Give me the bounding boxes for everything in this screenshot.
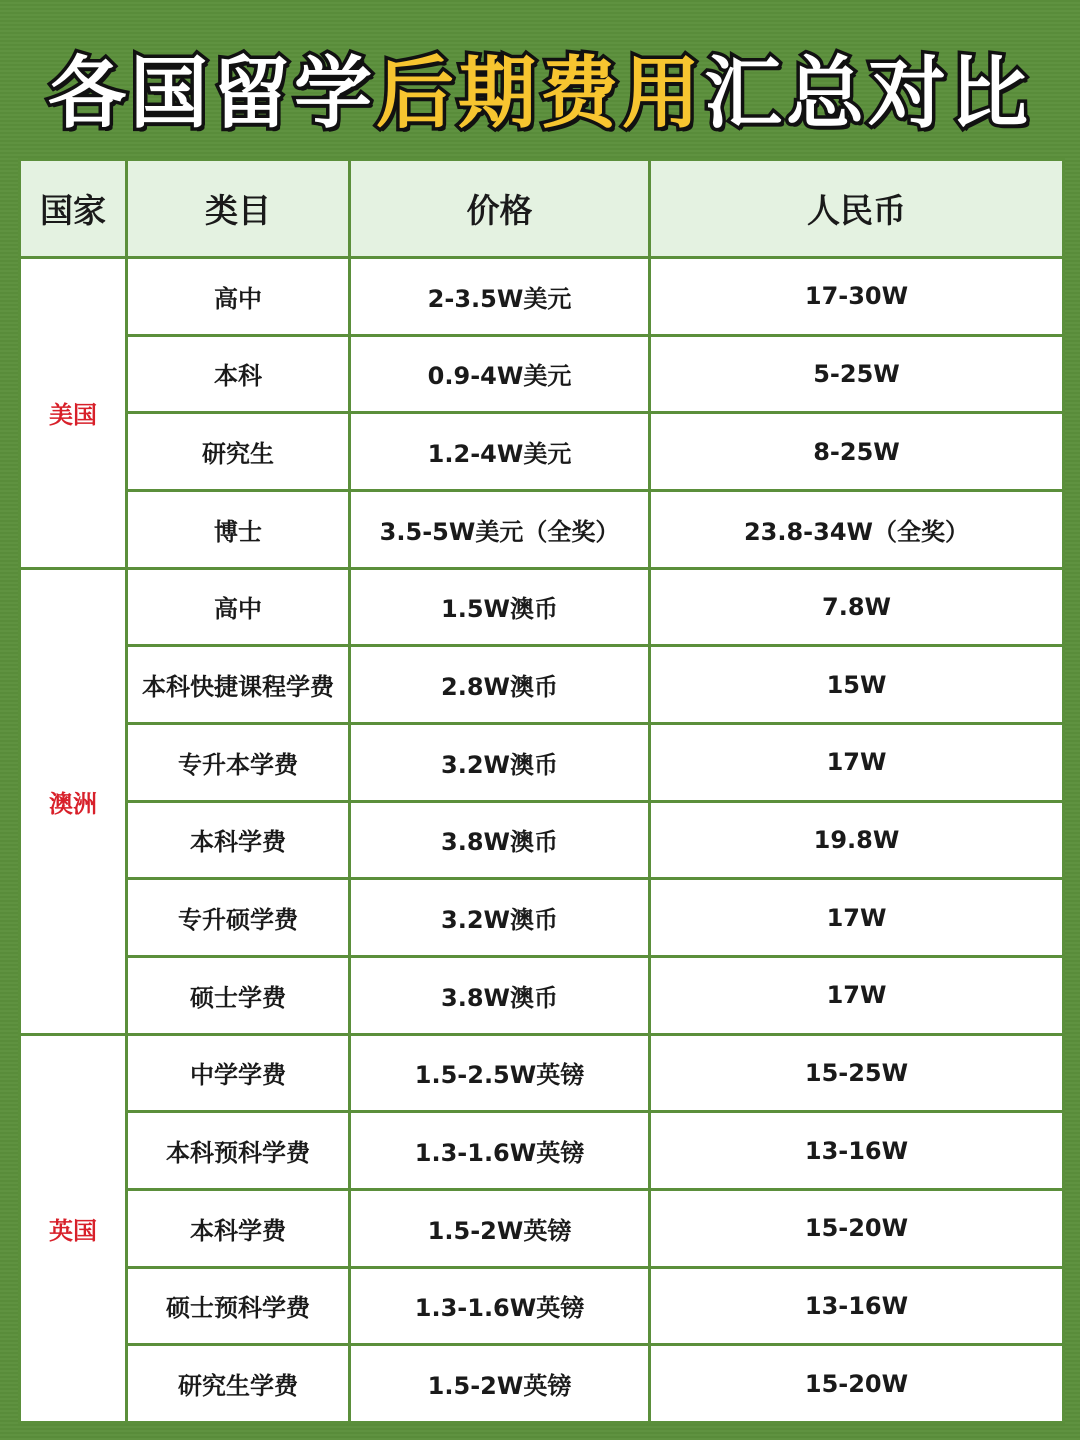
rmb-cell: 17W	[650, 956, 1064, 1034]
price-cell: 1.5-2.5W英镑	[350, 1034, 650, 1112]
category-cell: 本科	[127, 335, 350, 413]
price-cell: 2.8W澳币	[350, 646, 650, 724]
price-cell: 2-3.5W美元	[350, 258, 650, 336]
header-rmb: 人民币	[650, 160, 1064, 258]
table-body	[20, 258, 1064, 1423]
table-row	[20, 1112, 1064, 1190]
page-title	[0, 32, 1080, 142]
table-header-row	[20, 160, 1064, 258]
rmb-cell: 5-25W	[650, 335, 1064, 413]
rmb-cell: 17-30W	[650, 258, 1064, 336]
category-cell: 专升硕学费	[127, 879, 350, 957]
price-cell: 1.5W澳币	[350, 568, 650, 646]
table-row	[20, 801, 1064, 879]
category-cell: 本科学费	[127, 801, 350, 879]
country-cell: 英国	[20, 1034, 127, 1422]
country-cell: 美国	[20, 258, 127, 569]
table-row	[20, 646, 1064, 724]
category-cell: 高中	[127, 568, 350, 646]
rmb-cell: 17W	[650, 879, 1064, 957]
table-row	[20, 490, 1064, 568]
table-row	[20, 1189, 1064, 1267]
rmb-cell: 13-16W	[650, 1112, 1064, 1190]
category-cell: 中学学费	[127, 1034, 350, 1112]
rmb-cell: 8-25W	[650, 413, 1064, 491]
price-cell: 3.5-5W美元（全奖）	[350, 490, 650, 568]
category-cell: 本科预科学费	[127, 1112, 350, 1190]
price-cell: 3.2W澳币	[350, 879, 650, 957]
category-cell: 博士	[127, 490, 350, 568]
price-cell: 1.5-2W英镑	[350, 1345, 650, 1423]
table-row	[20, 879, 1064, 957]
rmb-cell: 15-20W	[650, 1345, 1064, 1423]
rmb-cell: 7.8W	[650, 568, 1064, 646]
table-row	[20, 1034, 1064, 1112]
rmb-cell: 15W	[650, 646, 1064, 724]
title-part-1: 各国留学	[47, 49, 376, 139]
price-cell: 1.2-4W美元	[350, 413, 650, 491]
rmb-cell: 17W	[650, 723, 1064, 801]
price-cell: 3.8W澳币	[350, 956, 650, 1034]
country-cell: 澳洲	[20, 568, 127, 1034]
price-cell: 1.5-2W英镑	[350, 1189, 650, 1267]
category-cell: 高中	[127, 258, 350, 336]
table-row	[20, 335, 1064, 413]
price-cell: 3.2W澳币	[350, 723, 650, 801]
price-cell: 0.9-4W美元	[350, 335, 650, 413]
category-cell: 硕士学费	[127, 956, 350, 1034]
title-part-3: 汇总对比	[704, 49, 1033, 139]
category-cell: 硕士预科学费	[127, 1267, 350, 1345]
category-cell: 研究生学费	[127, 1345, 350, 1423]
table-row	[20, 1345, 1064, 1423]
category-cell: 本科学费	[127, 1189, 350, 1267]
table-row	[20, 1267, 1064, 1345]
rmb-cell: 19.8W	[650, 801, 1064, 879]
rmb-cell: 13-16W	[650, 1267, 1064, 1345]
rmb-cell: 15-20W	[650, 1189, 1064, 1267]
table-row	[20, 723, 1064, 801]
header-price: 价格	[350, 160, 650, 258]
header-country: 国家	[20, 160, 127, 258]
cost-comparison-table	[18, 158, 1062, 1424]
header-category: 类目	[127, 160, 350, 258]
table-row	[20, 413, 1064, 491]
table-row	[20, 258, 1064, 336]
category-cell: 研究生	[127, 413, 350, 491]
table-row	[20, 956, 1064, 1034]
rmb-cell: 23.8-34W（全奖）	[650, 490, 1064, 568]
price-cell: 3.8W澳币	[350, 801, 650, 879]
title-part-2-highlight: 后期费用	[375, 49, 704, 139]
table-row	[20, 568, 1064, 646]
price-cell: 1.3-1.6W英镑	[350, 1112, 650, 1190]
category-cell: 本科快捷课程学费	[127, 646, 350, 724]
category-cell: 专升本学费	[127, 723, 350, 801]
rmb-cell: 15-25W	[650, 1034, 1064, 1112]
price-cell: 1.3-1.6W英镑	[350, 1267, 650, 1345]
